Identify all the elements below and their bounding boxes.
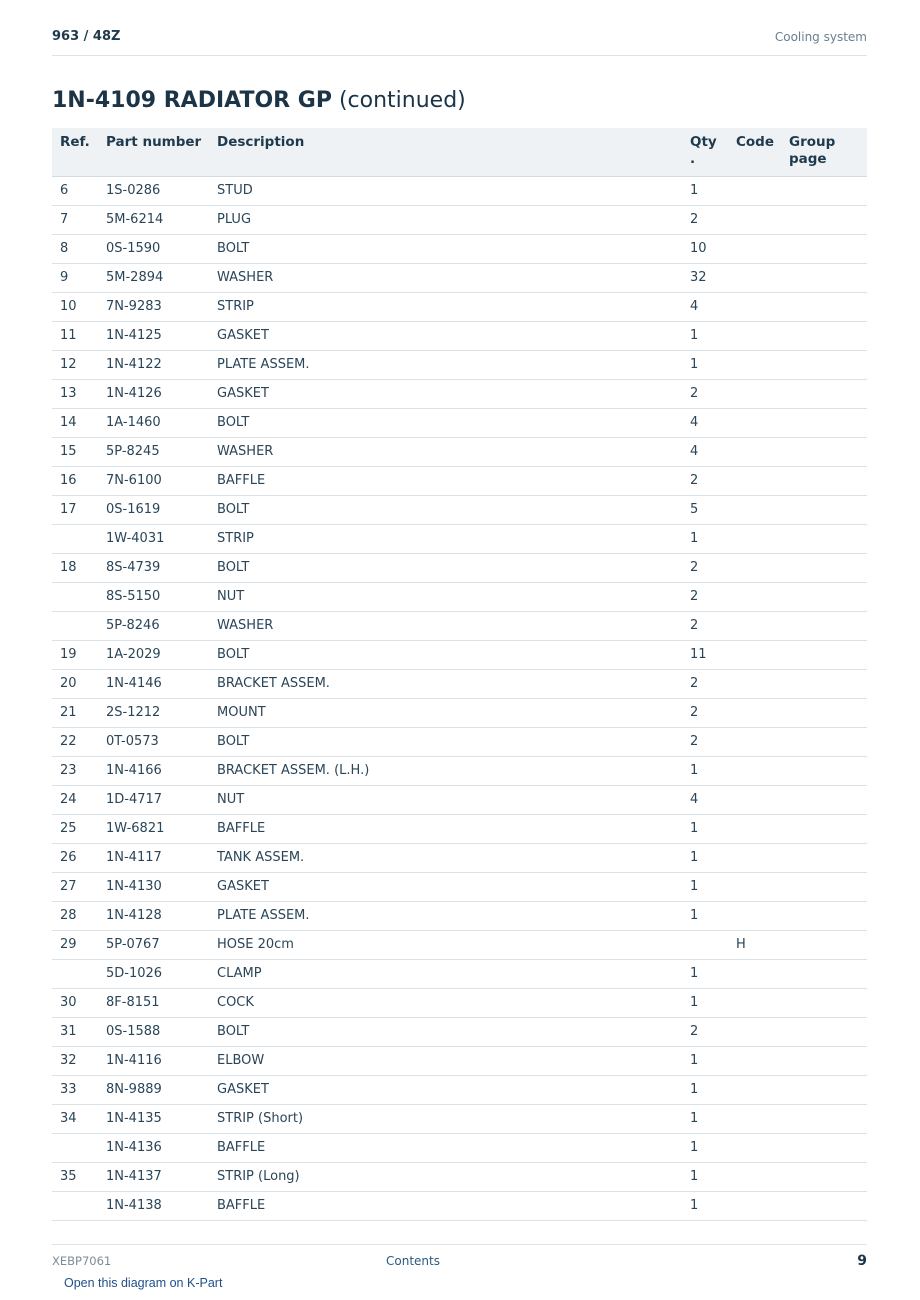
cell-qty: 1	[682, 901, 728, 930]
cell-qty: 1	[682, 350, 728, 379]
cell-qty: 1	[682, 872, 728, 901]
cell-group-page	[781, 292, 867, 321]
cell-group-page	[781, 872, 867, 901]
cell-group-page	[781, 1191, 867, 1220]
cell-description: BOLT	[209, 495, 682, 524]
table-row	[52, 901, 867, 930]
cell-description: GASKET	[209, 321, 682, 350]
table-row	[52, 1017, 867, 1046]
cell-part-number: 1N-4137	[98, 1162, 209, 1191]
cell-group-page	[781, 611, 867, 640]
cell-ref: 24	[52, 785, 98, 814]
cell-part-number: 8S-5150	[98, 582, 209, 611]
cell-code	[728, 1191, 781, 1220]
cell-code: H	[728, 930, 781, 959]
cell-ref	[52, 1133, 98, 1162]
cell-ref: 7	[52, 205, 98, 234]
table-row	[52, 350, 867, 379]
cell-part-number: 1N-4116	[98, 1046, 209, 1075]
cell-qty: 11	[682, 640, 728, 669]
column-header-qty: Qty .	[682, 128, 728, 176]
cell-qty: 1	[682, 1133, 728, 1162]
table-row	[52, 1191, 867, 1220]
cell-code	[728, 756, 781, 785]
cell-part-number: 5P-8245	[98, 437, 209, 466]
cell-qty: 1	[682, 988, 728, 1017]
table-row	[52, 379, 867, 408]
table-row	[52, 495, 867, 524]
cell-qty: 1	[682, 1191, 728, 1220]
page-number: 9	[857, 1253, 867, 1269]
cell-code	[728, 1017, 781, 1046]
cell-group-page	[781, 930, 867, 959]
cell-part-number: 1N-4122	[98, 350, 209, 379]
cell-code	[728, 1104, 781, 1133]
cell-part-number: 0S-1619	[98, 495, 209, 524]
cell-qty: 1	[682, 1075, 728, 1104]
cell-description: BAFFLE	[209, 814, 682, 843]
cell-part-number: 1A-1460	[98, 408, 209, 437]
cell-group-page	[781, 785, 867, 814]
cell-part-number: 7N-6100	[98, 466, 209, 495]
cell-code	[728, 872, 781, 901]
cell-part-number: 1N-4125	[98, 321, 209, 350]
cell-group-page	[781, 669, 867, 698]
document-id: XEBP7061	[52, 1254, 112, 1268]
open-kpart-diagram-link[interactable]: Open this diagram on K-Part	[64, 1276, 223, 1290]
cell-description: BOLT	[209, 727, 682, 756]
cell-qty: 5	[682, 495, 728, 524]
cell-description: STRIP (Short)	[209, 1104, 682, 1133]
section-name: Cooling system	[774, 30, 867, 44]
cell-group-page	[781, 1133, 867, 1162]
cell-description: HOSE 20cm	[209, 930, 682, 959]
cell-ref	[52, 1191, 98, 1220]
cell-group-page	[781, 756, 867, 785]
cell-part-number: 1N-4166	[98, 756, 209, 785]
cell-qty: 1	[682, 1104, 728, 1133]
cell-description: COCK	[209, 988, 682, 1017]
cell-ref: 12	[52, 350, 98, 379]
cell-group-page	[781, 176, 867, 205]
cell-qty: 4	[682, 292, 728, 321]
table-row	[52, 1104, 867, 1133]
cell-code	[728, 582, 781, 611]
cell-code	[728, 321, 781, 350]
cell-group-page	[781, 495, 867, 524]
cell-description: BRACKET ASSEM. (L.H.)	[209, 756, 682, 785]
cell-description: BAFFLE	[209, 1191, 682, 1220]
cell-group-page	[781, 205, 867, 234]
table-row	[52, 205, 867, 234]
cell-code	[728, 611, 781, 640]
cell-qty: 1	[682, 756, 728, 785]
cell-description: STRIP	[209, 292, 682, 321]
cell-description: CLAMP	[209, 959, 682, 988]
table-row	[52, 292, 867, 321]
cell-code	[728, 495, 781, 524]
table-row	[52, 1046, 867, 1075]
cell-ref: 8	[52, 234, 98, 263]
cell-group-page	[781, 553, 867, 582]
cell-ref: 20	[52, 669, 98, 698]
cell-ref: 35	[52, 1162, 98, 1191]
cell-ref: 28	[52, 901, 98, 930]
cell-ref: 13	[52, 379, 98, 408]
cell-description: BOLT	[209, 408, 682, 437]
cell-ref: 16	[52, 466, 98, 495]
cell-part-number: 0S-1588	[98, 1017, 209, 1046]
cell-qty: 1	[682, 1046, 728, 1075]
table-row	[52, 611, 867, 640]
cell-qty: 1	[682, 321, 728, 350]
cell-group-page	[781, 640, 867, 669]
cell-group-page	[781, 408, 867, 437]
cell-part-number: 0S-1590	[98, 234, 209, 263]
cell-group-page	[781, 1104, 867, 1133]
cell-description: STRIP (Long)	[209, 1162, 682, 1191]
column-header-description: Description	[209, 128, 682, 176]
cell-description: NUT	[209, 582, 682, 611]
table-row	[52, 321, 867, 350]
cell-ref	[52, 582, 98, 611]
table-row	[52, 1133, 867, 1162]
cell-part-number: 1S-0286	[98, 176, 209, 205]
table-header-row	[52, 128, 867, 176]
cell-qty: 1	[682, 524, 728, 553]
cell-part-number: 8S-4739	[98, 553, 209, 582]
cell-ref: 18	[52, 553, 98, 582]
cell-description: BRACKET ASSEM.	[209, 669, 682, 698]
cell-part-number: 0T-0573	[98, 727, 209, 756]
cell-code	[728, 988, 781, 1017]
cell-qty: 2	[682, 727, 728, 756]
table-row	[52, 959, 867, 988]
page-header	[52, 22, 867, 56]
cell-description: WASHER	[209, 263, 682, 292]
cell-group-page	[781, 1075, 867, 1104]
cell-ref: 26	[52, 843, 98, 872]
title-suffix: (continued)	[331, 88, 466, 113]
cell-part-number: 1W-4031	[98, 524, 209, 553]
cell-part-number: 1N-4138	[98, 1191, 209, 1220]
cell-code	[728, 408, 781, 437]
cell-qty: 4	[682, 437, 728, 466]
table-row	[52, 408, 867, 437]
table-row	[52, 176, 867, 205]
cell-code	[728, 350, 781, 379]
cell-group-page	[781, 582, 867, 611]
cell-description: BAFFLE	[209, 466, 682, 495]
cell-part-number: 1N-4135	[98, 1104, 209, 1133]
cell-code	[728, 814, 781, 843]
table-row	[52, 756, 867, 785]
cell-code	[728, 1133, 781, 1162]
cell-ref: 22	[52, 727, 98, 756]
cell-qty	[682, 930, 728, 959]
cell-part-number: 8N-9889	[98, 1075, 209, 1104]
cell-ref: 9	[52, 263, 98, 292]
cell-qty: 2	[682, 205, 728, 234]
cell-part-number: 1A-2029	[98, 640, 209, 669]
table-row	[52, 930, 867, 959]
cell-code	[728, 205, 781, 234]
cell-ref	[52, 611, 98, 640]
cell-part-number: 1N-4126	[98, 379, 209, 408]
cell-part-number: 1N-4136	[98, 1133, 209, 1162]
cell-part-number: 1W-6821	[98, 814, 209, 843]
table-row	[52, 234, 867, 263]
cell-code	[728, 843, 781, 872]
cell-ref: 14	[52, 408, 98, 437]
cell-qty: 2	[682, 1017, 728, 1046]
cell-qty: 2	[682, 611, 728, 640]
cell-ref: 31	[52, 1017, 98, 1046]
table-row	[52, 988, 867, 1017]
cell-code	[728, 669, 781, 698]
cell-code	[728, 698, 781, 727]
cell-qty: 1	[682, 843, 728, 872]
cell-group-page	[781, 698, 867, 727]
cell-description: GASKET	[209, 1075, 682, 1104]
cell-code	[728, 263, 781, 292]
cell-part-number: 7N-9283	[98, 292, 209, 321]
cell-group-page	[781, 814, 867, 843]
column-header-code: Code	[728, 128, 781, 176]
cell-description: WASHER	[209, 437, 682, 466]
cell-part-number: 1N-4128	[98, 901, 209, 930]
table-row	[52, 698, 867, 727]
cell-qty: 1	[682, 176, 728, 205]
cell-part-number: 1N-4130	[98, 872, 209, 901]
cell-ref: 33	[52, 1075, 98, 1104]
cell-code	[728, 176, 781, 205]
table-row	[52, 785, 867, 814]
table-row	[52, 1075, 867, 1104]
cell-group-page	[781, 350, 867, 379]
cell-description: PLUG	[209, 205, 682, 234]
page-title	[52, 88, 466, 113]
cell-code	[728, 466, 781, 495]
cell-group-page	[781, 466, 867, 495]
cell-qty: 1	[682, 959, 728, 988]
parts-table-body	[52, 176, 867, 1220]
table-row	[52, 524, 867, 553]
cell-part-number: 1D-4717	[98, 785, 209, 814]
cell-ref	[52, 959, 98, 988]
table-row	[52, 582, 867, 611]
cell-ref: 19	[52, 640, 98, 669]
table-row	[52, 843, 867, 872]
cell-ref: 17	[52, 495, 98, 524]
cell-group-page	[781, 1046, 867, 1075]
cell-group-page	[781, 379, 867, 408]
cell-group-page	[781, 727, 867, 756]
cell-group-page	[781, 1162, 867, 1191]
cell-description: PLATE ASSEM.	[209, 350, 682, 379]
cell-description: BAFFLE	[209, 1133, 682, 1162]
cell-qty: 2	[682, 466, 728, 495]
cell-description: STUD	[209, 176, 682, 205]
cell-group-page	[781, 959, 867, 988]
table-row	[52, 437, 867, 466]
cell-qty: 1	[682, 814, 728, 843]
cell-code	[728, 727, 781, 756]
cell-description: ELBOW	[209, 1046, 682, 1075]
column-header-ref: Ref.	[52, 128, 98, 176]
cell-code	[728, 379, 781, 408]
cell-qty: 4	[682, 408, 728, 437]
cell-ref: 32	[52, 1046, 98, 1075]
cell-group-page	[781, 263, 867, 292]
cell-description: BOLT	[209, 553, 682, 582]
model-code: 963 / 48Z	[52, 29, 121, 44]
cell-part-number: 5P-8246	[98, 611, 209, 640]
column-header-part-number: Part number	[98, 128, 209, 176]
cell-description: WASHER	[209, 611, 682, 640]
table-row	[52, 640, 867, 669]
cell-description: GASKET	[209, 379, 682, 408]
cell-ref: 34	[52, 1104, 98, 1133]
cell-description: PLATE ASSEM.	[209, 901, 682, 930]
parts-table	[52, 128, 867, 1221]
cell-qty: 32	[682, 263, 728, 292]
cell-ref: 21	[52, 698, 98, 727]
cell-qty: 4	[682, 785, 728, 814]
cell-code	[728, 553, 781, 582]
cell-ref: 6	[52, 176, 98, 205]
cell-description: MOUNT	[209, 698, 682, 727]
cell-part-number: 1N-4146	[98, 669, 209, 698]
cell-description: GASKET	[209, 872, 682, 901]
cell-ref: 25	[52, 814, 98, 843]
cell-description: BOLT	[209, 640, 682, 669]
cell-part-number: 5M-2894	[98, 263, 209, 292]
cell-ref: 23	[52, 756, 98, 785]
cell-ref	[52, 524, 98, 553]
cell-ref: 27	[52, 872, 98, 901]
cell-code	[728, 292, 781, 321]
cell-code	[728, 234, 781, 263]
cell-group-page	[781, 437, 867, 466]
contents-link[interactable]: Contents	[386, 1254, 440, 1268]
column-header-group-page: Group page	[781, 128, 867, 176]
cell-code	[728, 1046, 781, 1075]
cell-group-page	[781, 321, 867, 350]
cell-ref: 29	[52, 930, 98, 959]
table-row	[52, 727, 867, 756]
cell-code	[728, 437, 781, 466]
cell-group-page	[781, 1017, 867, 1046]
page-footer	[52, 1244, 867, 1275]
cell-group-page	[781, 988, 867, 1017]
table-row	[52, 872, 867, 901]
cell-group-page	[781, 234, 867, 263]
cell-qty: 2	[682, 379, 728, 408]
cell-part-number: 8F-8151	[98, 988, 209, 1017]
title-main: 1N-4109 RADIATOR GP	[52, 88, 332, 113]
cell-code	[728, 959, 781, 988]
cell-description: STRIP	[209, 524, 682, 553]
cell-code	[728, 524, 781, 553]
cell-qty: 2	[682, 698, 728, 727]
cell-qty: 2	[682, 582, 728, 611]
cell-group-page	[781, 901, 867, 930]
cell-qty: 2	[682, 553, 728, 582]
cell-description: BOLT	[209, 234, 682, 263]
cell-part-number: 5D-1026	[98, 959, 209, 988]
cell-group-page	[781, 843, 867, 872]
cell-code	[728, 640, 781, 669]
cell-code	[728, 1162, 781, 1191]
cell-description: TANK ASSEM.	[209, 843, 682, 872]
table-row	[52, 263, 867, 292]
cell-qty: 2	[682, 669, 728, 698]
cell-description: BOLT	[209, 1017, 682, 1046]
table-row	[52, 1162, 867, 1191]
cell-code	[728, 785, 781, 814]
table-row	[52, 669, 867, 698]
cell-part-number: 2S-1212	[98, 698, 209, 727]
cell-description: NUT	[209, 785, 682, 814]
cell-qty: 10	[682, 234, 728, 263]
cell-ref: 15	[52, 437, 98, 466]
table-row	[52, 466, 867, 495]
cell-ref: 10	[52, 292, 98, 321]
cell-part-number: 5M-6214	[98, 205, 209, 234]
table-row	[52, 814, 867, 843]
cell-code	[728, 901, 781, 930]
cell-group-page	[781, 524, 867, 553]
cell-part-number: 1N-4117	[98, 843, 209, 872]
cell-part-number: 5P-0767	[98, 930, 209, 959]
cell-ref: 30	[52, 988, 98, 1017]
cell-qty: 1	[682, 1162, 728, 1191]
cell-ref: 11	[52, 321, 98, 350]
table-row	[52, 553, 867, 582]
cell-code	[728, 1075, 781, 1104]
